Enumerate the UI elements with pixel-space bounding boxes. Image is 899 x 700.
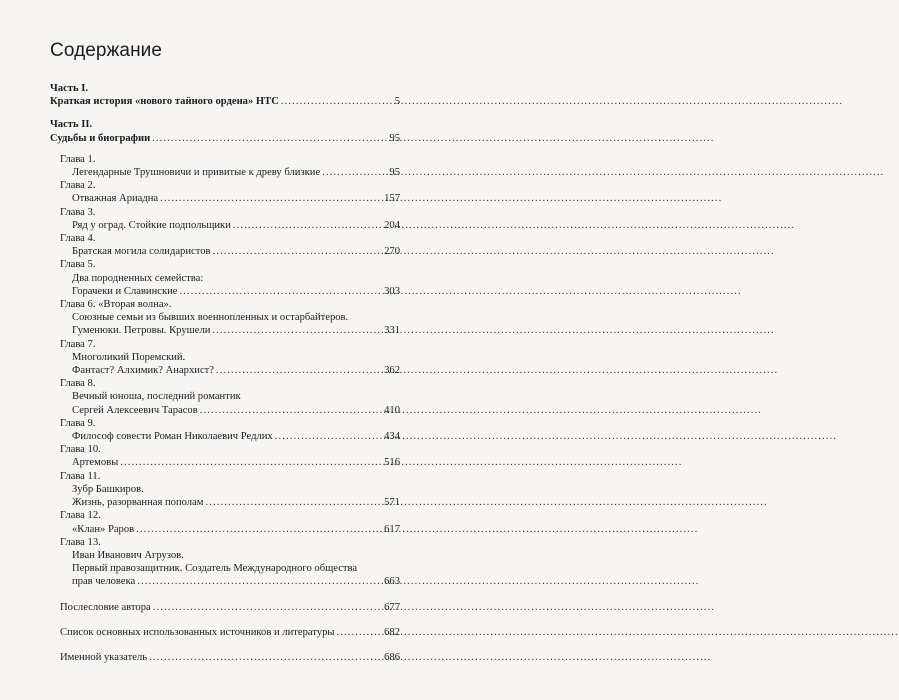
dot-leader: [149, 651, 382, 664]
toc-page-number: 410: [384, 404, 400, 416]
toc-entry-title: Жизнь, разорванная пополам: [72, 497, 204, 509]
toc-entry-chapter-2[interactable]: [50, 192, 400, 205]
toc-entry-subtitle: Два породненных семейства:: [72, 272, 204, 284]
toc-entry-title: Отважная Ариадна: [72, 193, 159, 205]
toc-entry-chapter-11[interactable]: [50, 496, 400, 509]
dot-leader: [136, 523, 382, 536]
toc-page-number: 677: [384, 601, 400, 613]
toc-entry-subtitle: Многоликий Поремский.: [72, 351, 186, 363]
dot-leader: [233, 219, 382, 232]
chapter-label: Глава 9.: [60, 417, 96, 429]
toc-page-number: 95: [389, 132, 400, 144]
dot-leader: [137, 575, 382, 588]
toc-page-number: 663: [384, 576, 400, 588]
toc-entry-subtitle: Вечный юноша, последний романтик: [72, 391, 241, 403]
toc-entry-chapter-7[interactable]: [50, 364, 400, 377]
chapter-label: Глава 4.: [60, 233, 96, 245]
toc-page-number: 95: [389, 167, 400, 179]
toc-entry-chapter-13[interactable]: [50, 575, 400, 588]
toc-entry-title: Гуменюки. Петровы. Крушели: [72, 325, 211, 337]
toc-page-number: 682: [384, 626, 400, 638]
toc-page-number: 686: [384, 651, 400, 663]
toc-entry-title: Именной указатель: [60, 651, 148, 663]
toc-entry-title: Артемовы: [72, 457, 119, 469]
toc-entry-chapter-12[interactable]: [50, 523, 400, 536]
toc-entry-afterword[interactable]: [50, 601, 400, 614]
toc-entry-chapter-6[interactable]: [50, 324, 400, 337]
chapter-label: Глава 12.: [60, 510, 101, 522]
chapter-list: [50, 153, 400, 589]
chapter-label: Глава 1.: [60, 153, 96, 165]
dot-leader: [281, 95, 393, 108]
toc-entry-subtitle: Первый правозащитник. Создатель Международного общества: [72, 563, 358, 575]
dot-leader: [275, 430, 382, 443]
toc-entry-title: Ряд у оград. Стойкие подпольщики: [72, 219, 231, 231]
toc-page-number: 617: [384, 523, 400, 535]
toc-entry-index[interactable]: [50, 651, 400, 664]
toc-entry-title: Список основных использованных источников и литературы: [60, 626, 335, 638]
chapter-label: Глава 2.: [60, 180, 96, 192]
toc-page-number: 571: [384, 497, 400, 509]
toc-entry-title: Послесловие автора: [60, 601, 151, 613]
chapter-label: Глава 8.: [60, 378, 96, 390]
toc-page-number: 5: [394, 96, 400, 108]
dot-leader: [212, 324, 382, 337]
chapter-label: Глава 5.: [60, 259, 96, 271]
toc-entry-chapter-9[interactable]: [50, 430, 400, 443]
toc-entry-part1[interactable]: [50, 95, 400, 108]
toc-entry-title: «Клан» Раров: [72, 523, 135, 535]
toc-entry-subtitle: Союзные семьи из бывших военнопленных и остарбайтеров.: [72, 312, 349, 324]
toc-page-number: 434: [384, 431, 400, 443]
toc-entry-chapter-3[interactable]: [50, 219, 400, 232]
dot-leader: [180, 285, 383, 298]
toc-page-number: 270: [384, 246, 400, 258]
chapter-label: Глава 13.: [60, 536, 101, 548]
part2-label: Часть II.: [50, 119, 93, 131]
toc-entry-chapter-4[interactable]: [50, 245, 400, 258]
toc-entry-subtitle: Иван Иванович Агрузов.: [72, 549, 184, 561]
toc-entry-title: Братская могила солидаристов: [72, 246, 211, 258]
toc-entry-sources[interactable]: [50, 626, 400, 639]
dot-leader: [200, 404, 382, 417]
table-of-contents: [50, 82, 400, 664]
dot-leader: [205, 496, 382, 509]
toc-entry-subtitle: Зубр Башкиров.: [72, 483, 144, 495]
toc-entry-title: Легендарные Трушновичи и привитые к древу близкие: [72, 167, 321, 179]
toc-entry-title: Фантаст? Алхимик? Анархист?: [72, 365, 214, 377]
chapter-label: Глава 10.: [60, 444, 101, 456]
toc-entry-title: Горачеки и Славинские: [72, 285, 178, 297]
toc-page-number: 331: [384, 325, 400, 337]
page-title: Содержание: [50, 40, 163, 61]
dot-leader: [152, 132, 387, 145]
dot-leader: [153, 601, 382, 614]
dot-leader: [120, 456, 382, 469]
dot-leader: [213, 245, 383, 258]
dot-leader: [216, 364, 382, 377]
chapter-label: Глава 11.: [60, 470, 101, 482]
toc-page-number: 516: [384, 457, 400, 469]
dot-leader: [337, 626, 383, 639]
toc-entry-part2[interactable]: [50, 132, 400, 145]
toc-entry-title: Краткая история «нового тайного ордена» НТС: [50, 96, 279, 108]
chapter-label: Глава 3.: [60, 206, 96, 218]
toc-entry-chapter-1[interactable]: [50, 166, 400, 179]
toc-entry-title: Философ совести Роман Николаевич Редлих: [72, 431, 273, 443]
toc-page-number: 157: [384, 193, 400, 205]
chapter-label: Глава 6. «Вторая волна».: [60, 299, 172, 311]
toc-entry-title: прав человека: [72, 576, 136, 588]
chapter-label: Глава 7.: [60, 338, 96, 350]
toc-page-number: 303: [384, 285, 400, 297]
dot-leader: [160, 192, 382, 205]
part1-label: Часть I.: [50, 83, 88, 94]
toc-entry-chapter-8[interactable]: [50, 404, 400, 417]
toc-entry-chapter-10[interactable]: [50, 456, 400, 469]
toc-page-number: 362: [384, 365, 400, 377]
toc-entry-title: Сергей Алексеевич Тарасов: [72, 404, 198, 416]
toc-entry-chapter-5[interactable]: [50, 285, 400, 298]
toc-entry-title: Судьбы и биографии: [50, 132, 151, 144]
dot-leader: [322, 166, 387, 179]
toc-page-number: 204: [384, 219, 400, 231]
